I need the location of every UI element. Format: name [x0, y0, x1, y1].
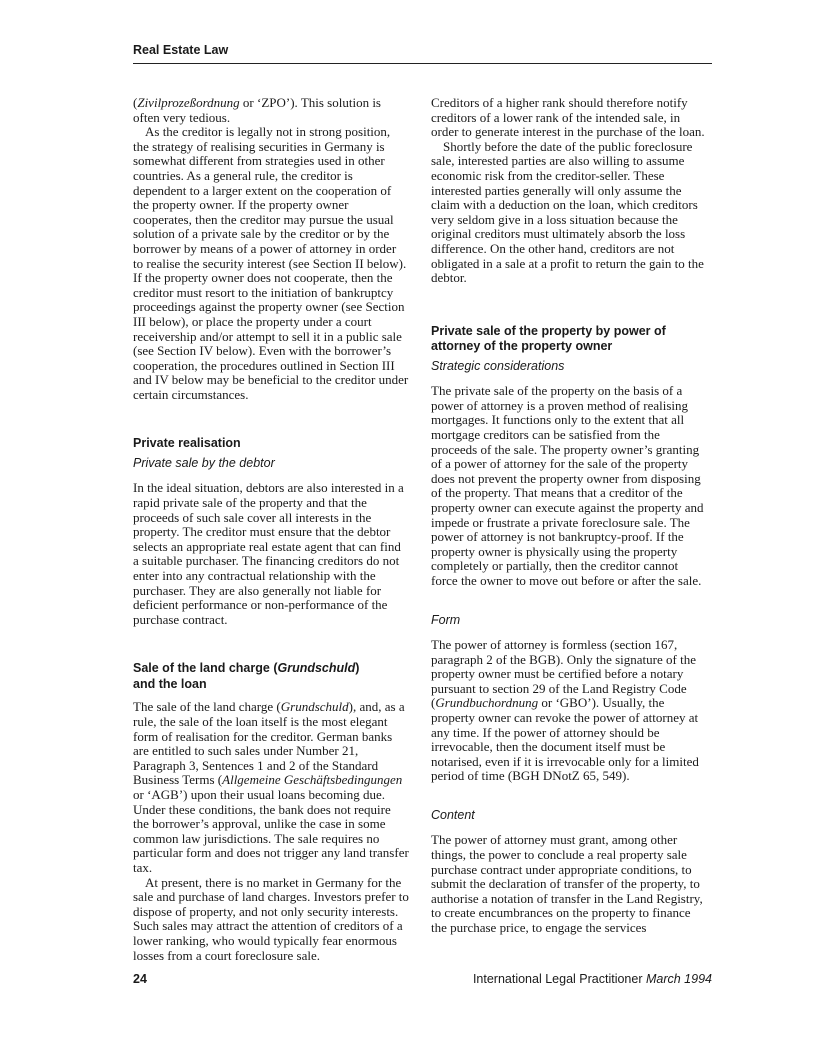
subheading-content: Content	[431, 807, 475, 822]
page-number: 24	[133, 972, 147, 986]
left-column	[133, 96, 409, 963]
right-paragraph-1: Creditors of a higher rank should therefore notify creditors of a lower rank of the intended sale, in order to generate interest in the purchase of the loan.	[431, 95, 705, 140]
publication-line: International Legal Practitioner March 1994	[472, 972, 712, 986]
heading-private-sale-by-power-of-attorney: Private sale of the property by power of attorney of the property owner	[431, 323, 666, 354]
left-paragraph-5: At present, there is no market in Germany for the sale and purchase of land charges. Investors prefer to dispose of property, and not only security interests. Such sales may attract the attention of creditors of a lower ranking, who would typically fear enormous losses from a court foreclosure sale.	[133, 874, 409, 963]
running-title: Real Estate Law	[133, 43, 229, 57]
left-paragraph-4: The sale of the land charge (Grundschuld), and, as a rule, the sale of the loan itself is the most elegant form of realisation for the creditor. German banks are entitled to such sales under Number 21, Paragraph 3, Sentences 1 and 2 of the Standard Business Terms (Allgemeine Geschäftsbedingungen or ‘AGB’) upon their usual loans becoming due. Under these conditions, the bank does not require the borrower’s approval, unlike the case in some common law jurisdictions. The sale requires no particular form and does not trigger any land transfer tax.	[133, 699, 409, 875]
subheading-strategic-considerations: Strategic considerations	[431, 358, 565, 373]
right-paragraph-3: The private sale of the property on the basis of a power of attorney is a proven method of realising mortgages. It functions only to the extent that all mortgage creditors can be satisfied from the proceeds of the sale. The property owner’s granting of a power of attorney for the sale of the property does not prevent the property owner from disposing of the property. That means that a creditor of the property owner can execute against the property and impede or frustrate a private foreclosure sale. The power of attorney is not bankruptcy-proof. If the property owner is physically using the property completely or partially, then the creditor cannot force the owner to move out before or after the sale.	[431, 383, 704, 588]
right-paragraph-5: The power of attorney must grant, among other things, the power to conclude a real property sale purchase contract under appropriate conditions, to submit the declaration of transfer of the property, to authorise a notation of transfer in the Land Registry, to create encumbrances on the property to finance the purchase price, to engage the services	[431, 832, 703, 936]
subheading-form: Form	[431, 612, 461, 627]
right-paragraph-4: The power of attorney is formless (section 167, paragraph 2 of the BGB). Only the signature of the property owner must be certified before a notary pursuant to section 29 of the Land Registry Code (Grundbuchordnung or ‘GBO’). Usually, the property owner can revoke the power of attorney at any time. If the power of attorney should be irrevocable, then the document itself must be notarised, even if it is irrevocable only for a limited period of time (BGH DNotZ 65, 549).	[431, 637, 699, 784]
right-paragraph-2: Shortly before the date of the public foreclosure sale, interested parties are also willing to assume economic risk from the creditor-seller. These interested parties generally will only assume the claim with a deduction on the loan, which creditors very seldom give in a loss situation because the original creditors must ultimately absorb the loss difference. On the other hand, creditors are not obligated in a sale at a profit to return the gain to the debtor.	[431, 138, 704, 286]
right-column	[431, 96, 707, 936]
heading-private-realisation: Private realisation	[133, 436, 241, 451]
subheading-private-sale-by-debtor: Private sale by the debtor	[133, 455, 275, 470]
left-paragraph-1: (Zivilprozeßordnung or ‘ZPO’). This solution is often very tedious.	[133, 95, 381, 125]
header-rule	[133, 63, 712, 64]
left-paragraph-3: In the ideal situation, debtors are also interested in a rapid private sale of the property and that the proceeds of such sale cover all interests in the property. The creditor must ensure that the debtor selects an appropriate real estate agent that can find a suitable purchaser. The financing creditors do not enter into any contractual relationship with the purchaser. They are also generally not liable for deficient performance or non-performance of the purchase contract.	[133, 480, 404, 627]
heading-sale-of-land-charge: Sale of the land charge (Grundschuld) and the loan	[133, 661, 360, 691]
left-paragraph-2: As the creditor is legally not in strong position, the strategy of realising securities in Germany is somewhat different from strategies used in other countries. As a general rule, the creditor is dependent to a larger extent on the cooperation of the property owner. If the property owner cooperates, then the creditor may pursue the usual solution of a private sale by the creditor or by the borrower by means of a power of attorney in order to realise the security interest (see Section II below). If the property owner does not cooperate, then the creditor must resort to the initiation of bankruptcy proceedings against the property owner (see Section III below), or place the property under a court receivership and/or attempt to sell it in a public sale (see Section IV below). Even with the borrower’s cooperation, the procedures outlined in Section III and IV below may be beneficial to the creditor under certain circumstances.	[133, 124, 409, 402]
